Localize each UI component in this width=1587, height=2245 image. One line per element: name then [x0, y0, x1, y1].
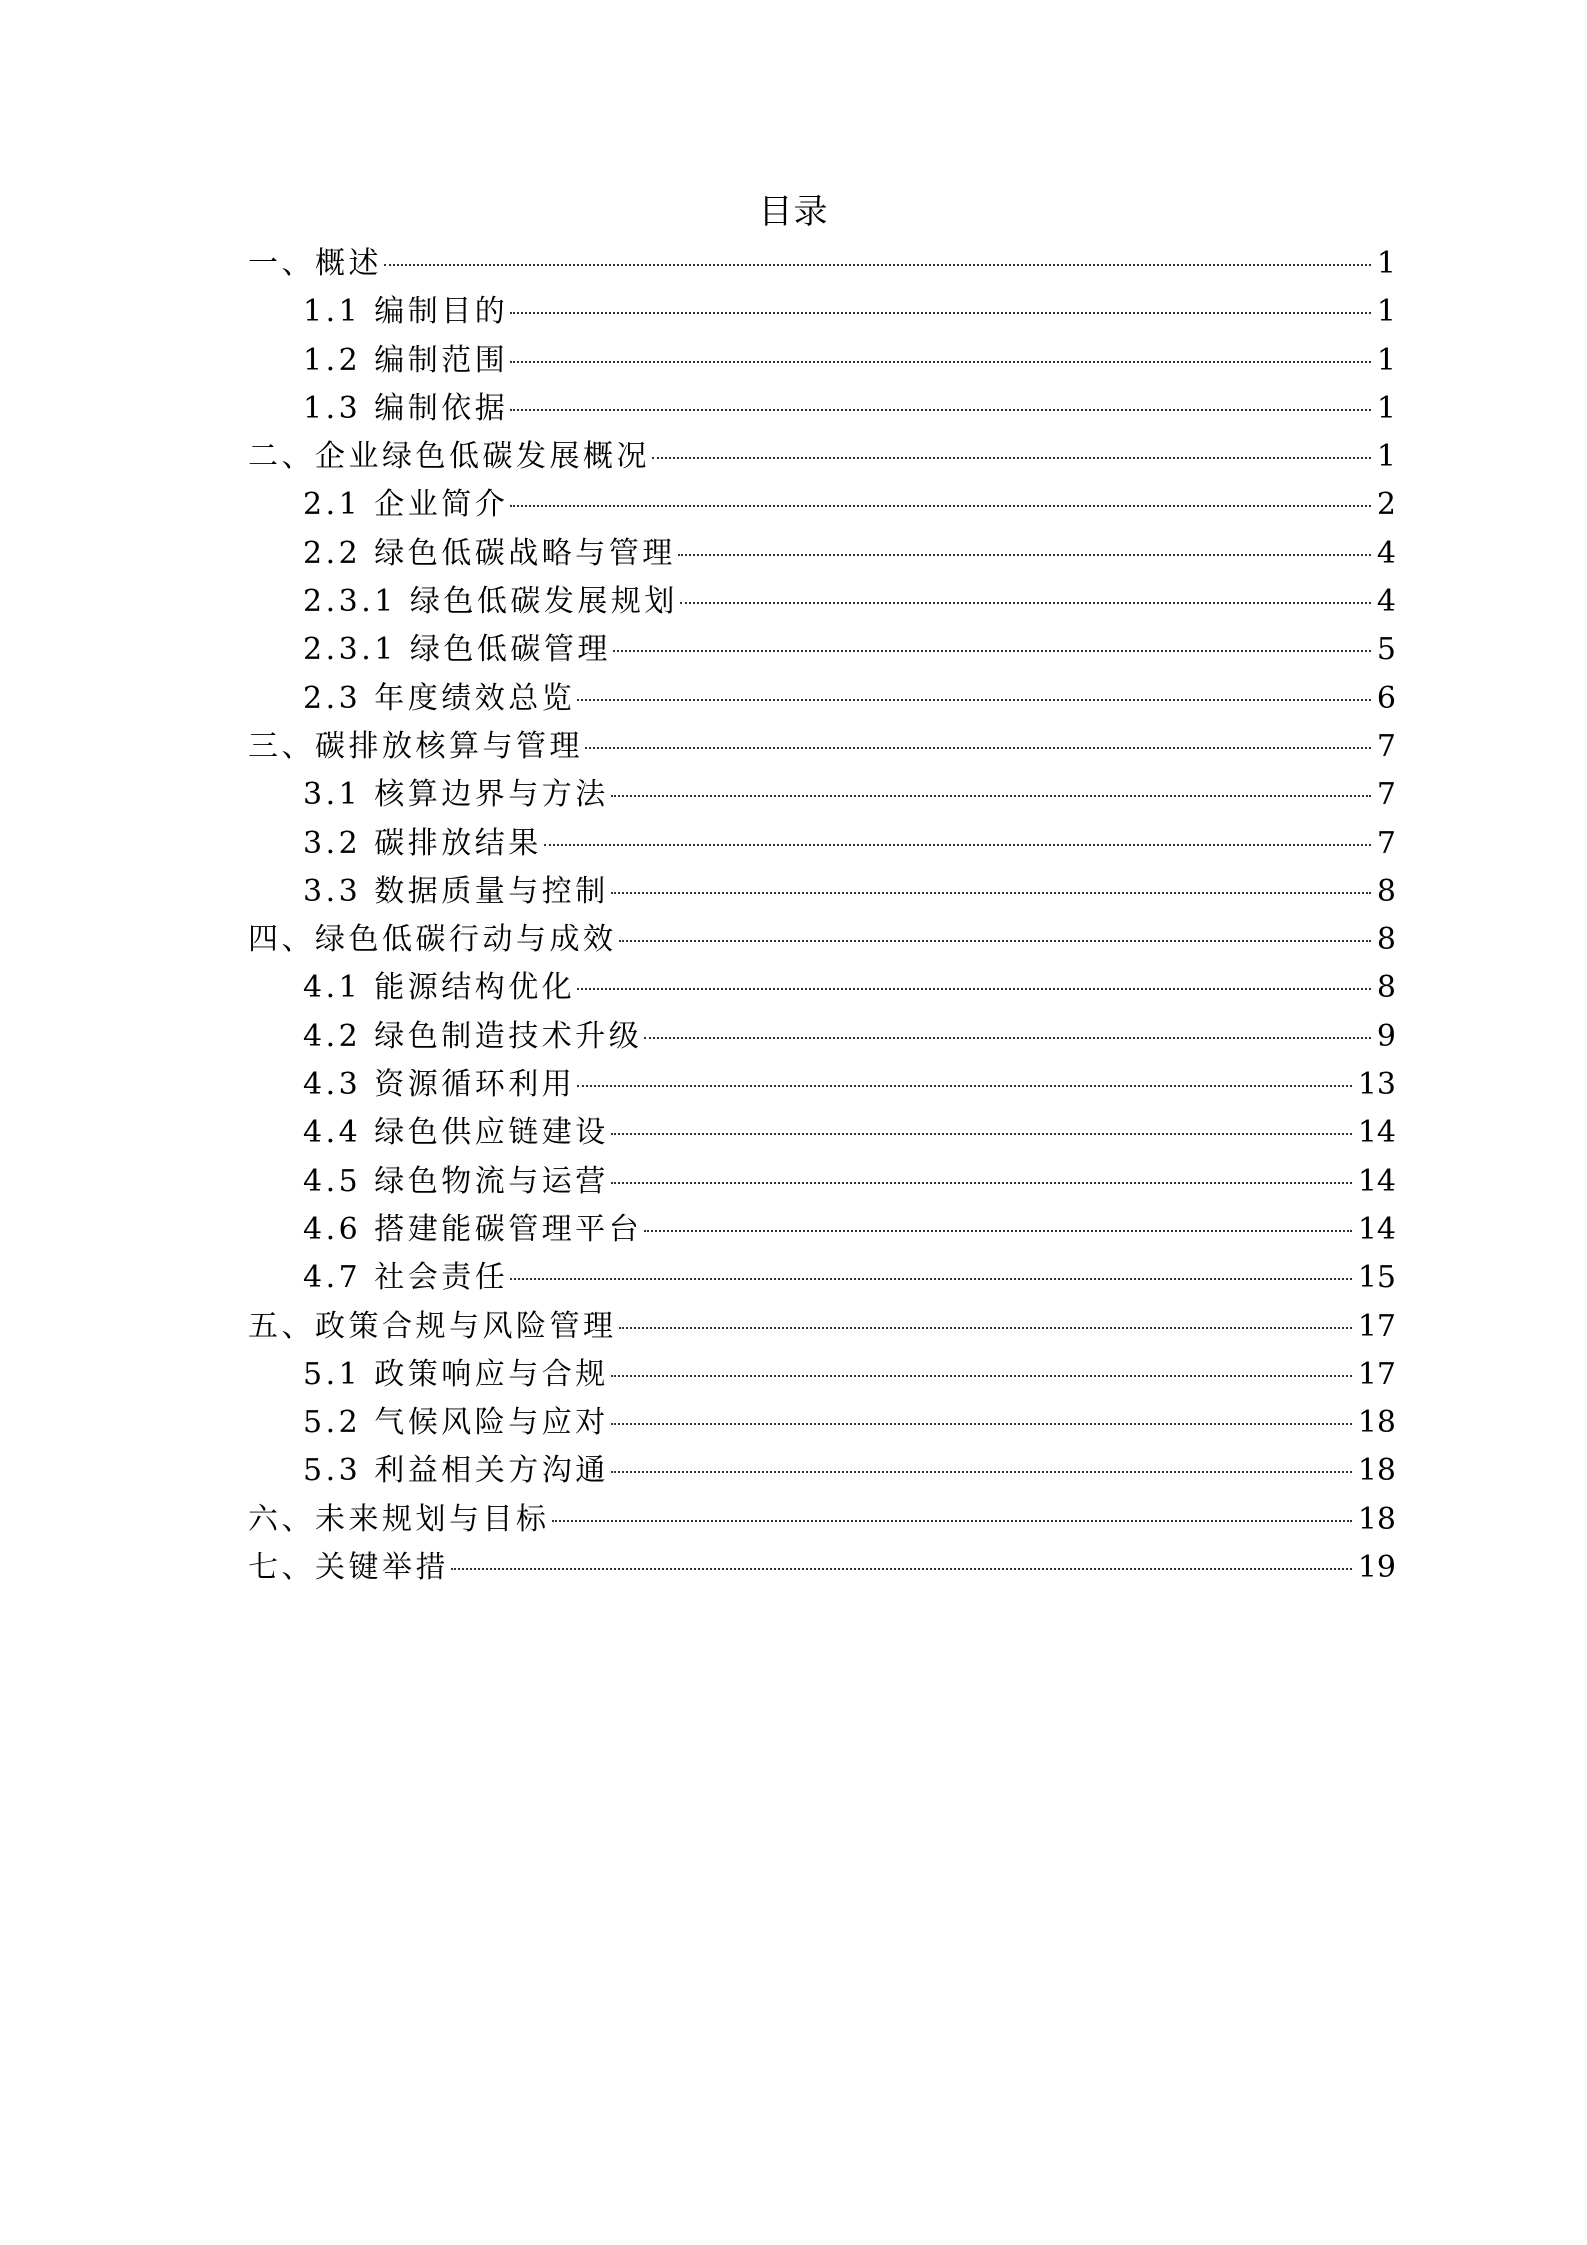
toc-entry-page-number: 8	[1376, 922, 1396, 958]
toc-entry-label: 4.3 资源循环利用	[303, 1067, 576, 1103]
toc-entry-label: 2.3.1 绿色低碳管理	[303, 632, 611, 668]
toc-entry-page-number: 18	[1357, 1501, 1396, 1537]
toc-subsection-entry[interactable]	[248, 1254, 1396, 1302]
toc-dot-leader	[544, 844, 1371, 846]
toc-subsection-entry[interactable]	[248, 385, 1396, 433]
toc-list	[248, 240, 1396, 1592]
toc-dot-leader	[619, 940, 1371, 942]
toc-subsection-entry[interactable]	[248, 1447, 1396, 1495]
toc-entry-page-number: 8	[1376, 970, 1396, 1006]
toc-entry-page-number: 14	[1357, 1211, 1396, 1247]
toc-dot-leader	[619, 1327, 1352, 1329]
toc-entry-page-number: 18	[1357, 1405, 1396, 1441]
toc-entry-page-number: 15	[1357, 1260, 1396, 1296]
toc-subsection-entry[interactable]	[248, 1399, 1396, 1447]
toc-subsection-entry[interactable]	[248, 626, 1396, 674]
toc-entry-page-number: 7	[1376, 825, 1396, 861]
toc-subsection-entry[interactable]	[248, 337, 1396, 385]
toc-dot-leader	[384, 264, 1371, 266]
toc-entry-page-number: 1	[1376, 246, 1396, 281]
toc-dot-leader	[585, 747, 1371, 749]
toc-entry-label: 4.2 绿色制造技术升级	[303, 1018, 643, 1054]
toc-subsection-entry[interactable]	[248, 1061, 1396, 1109]
toc-dot-leader	[510, 312, 1371, 314]
toc-entry-page-number: 7	[1376, 728, 1396, 764]
toc-entry-page-number: 4	[1376, 535, 1396, 571]
toc-entry-page-number: 9	[1376, 1018, 1396, 1054]
toc-entry-label: 五、政策合规与风险管理	[248, 1308, 617, 1344]
toc-entry-page-number: 14	[1357, 1163, 1396, 1199]
toc-entry-page-number: 17	[1357, 1356, 1396, 1392]
toc-entry-page-number: 2	[1376, 487, 1396, 523]
toc-subsection-entry[interactable]	[248, 288, 1396, 336]
toc-entry-label: 2.3 年度绩效总览	[303, 680, 576, 716]
toc-section-entry[interactable]	[248, 1496, 1396, 1544]
toc-entry-page-number: 1	[1376, 390, 1396, 426]
toc-title: 目录	[758, 192, 829, 232]
toc-entry-label: 1.2 编制范围	[303, 342, 509, 378]
toc-entry-label: 六、未来规划与目标	[248, 1501, 550, 1537]
toc-entry-label: 1.1 编制目的	[303, 294, 509, 330]
toc-entry-label: 3.2 碳排放结果	[303, 825, 542, 861]
toc-section-entry[interactable]	[248, 1544, 1396, 1592]
toc-dot-leader	[510, 361, 1371, 363]
toc-entry-label: 3.1 核算边界与方法	[303, 777, 609, 813]
toc-entry-label: 2.3.1 绿色低碳发展规划	[303, 584, 678, 620]
toc-entry-label: 4.1 能源结构优化	[303, 970, 576, 1006]
toc-entry-label: 二、企业绿色低碳发展概况	[248, 439, 650, 475]
toc-entry-page-number: 6	[1376, 680, 1396, 716]
toc-section-entry[interactable]	[248, 240, 1396, 288]
toc-dot-leader	[510, 409, 1371, 411]
toc-dot-leader	[611, 1471, 1352, 1473]
toc-entry-page-number: 7	[1376, 777, 1396, 813]
toc-dot-leader	[577, 1085, 1352, 1087]
toc-entry-label: 4.7 社会责任	[303, 1260, 509, 1296]
toc-subsection-entry[interactable]	[248, 1351, 1396, 1399]
toc-entry-label: 四、绿色低碳行动与成效	[248, 922, 617, 958]
toc-dot-leader	[611, 1375, 1352, 1377]
toc-entry-label: 一、概述	[248, 246, 382, 281]
toc-section-entry[interactable]	[248, 723, 1396, 771]
toc-entry-label: 2.1 企业简介	[303, 487, 509, 523]
toc-entry-page-number: 1	[1376, 342, 1396, 378]
toc-entry-label: 三、碳排放核算与管理	[248, 728, 583, 764]
toc-dot-leader	[644, 1230, 1352, 1232]
toc-entry-page-number: 18	[1357, 1453, 1396, 1489]
toc-entry-page-number: 1	[1376, 439, 1396, 475]
toc-dot-leader	[613, 650, 1371, 652]
toc-entry-label: 5.3 利益相关方沟通	[303, 1453, 609, 1489]
toc-dot-leader	[644, 1037, 1371, 1039]
toc-subsection-entry[interactable]	[248, 675, 1396, 723]
toc-subsection-entry[interactable]	[248, 771, 1396, 819]
toc-subsection-entry[interactable]	[248, 481, 1396, 529]
toc-entry-label: 七、关键举措	[248, 1550, 449, 1586]
toc-subsection-entry[interactable]	[248, 1206, 1396, 1254]
toc-entry-page-number: 1	[1376, 294, 1396, 330]
toc-subsection-entry[interactable]	[248, 964, 1396, 1012]
toc-entry-page-number: 4	[1376, 584, 1396, 620]
toc-section-entry[interactable]	[248, 433, 1396, 481]
toc-dot-leader	[611, 795, 1371, 797]
toc-entry-label: 5.2 气候风险与应对	[303, 1405, 609, 1441]
toc-subsection-entry[interactable]	[248, 1109, 1396, 1157]
toc-entry-label: 4.4 绿色供应链建设	[303, 1115, 609, 1151]
toc-entry-label: 4.6 搭建能碳管理平台	[303, 1211, 643, 1247]
toc-dot-leader	[611, 1182, 1352, 1184]
toc-subsection-entry[interactable]	[248, 820, 1396, 868]
toc-dot-leader	[678, 554, 1371, 556]
toc-section-entry[interactable]	[248, 916, 1396, 964]
toc-entry-page-number: 14	[1357, 1115, 1396, 1151]
toc-entry-label: 3.3 数据质量与控制	[303, 873, 609, 909]
toc-dot-leader	[611, 892, 1371, 894]
toc-entry-label: 1.3 编制依据	[303, 390, 509, 426]
toc-subsection-entry[interactable]	[248, 868, 1396, 916]
toc-dot-leader	[577, 988, 1371, 990]
toc-section-entry[interactable]	[248, 1303, 1396, 1351]
toc-dot-leader	[652, 457, 1371, 459]
toc-dot-leader	[680, 602, 1371, 604]
toc-dot-leader	[552, 1520, 1352, 1522]
toc-entry-label: 2.2 绿色低碳战略与管理	[303, 535, 676, 571]
toc-entry-page-number: 13	[1357, 1067, 1396, 1103]
toc-subsection-entry[interactable]	[248, 1158, 1396, 1206]
toc-entry-label: 4.5 绿色物流与运营	[303, 1163, 609, 1199]
toc-entry-page-number: 17	[1357, 1308, 1396, 1344]
toc-entry-page-number: 5	[1376, 632, 1396, 668]
toc-dot-leader	[611, 1423, 1352, 1425]
toc-dot-leader	[611, 1133, 1352, 1135]
toc-subsection-entry[interactable]	[248, 578, 1396, 626]
toc-dot-leader	[577, 699, 1371, 701]
toc-subsection-entry[interactable]	[248, 530, 1396, 578]
toc-subsection-entry[interactable]	[248, 1013, 1396, 1061]
toc-entry-page-number: 19	[1357, 1550, 1396, 1586]
toc-dot-leader	[510, 505, 1371, 507]
toc-entry-label: 5.1 政策响应与合规	[303, 1356, 609, 1392]
toc-entry-page-number: 8	[1376, 873, 1396, 909]
toc-dot-leader	[451, 1568, 1352, 1570]
toc-dot-leader	[510, 1278, 1352, 1280]
